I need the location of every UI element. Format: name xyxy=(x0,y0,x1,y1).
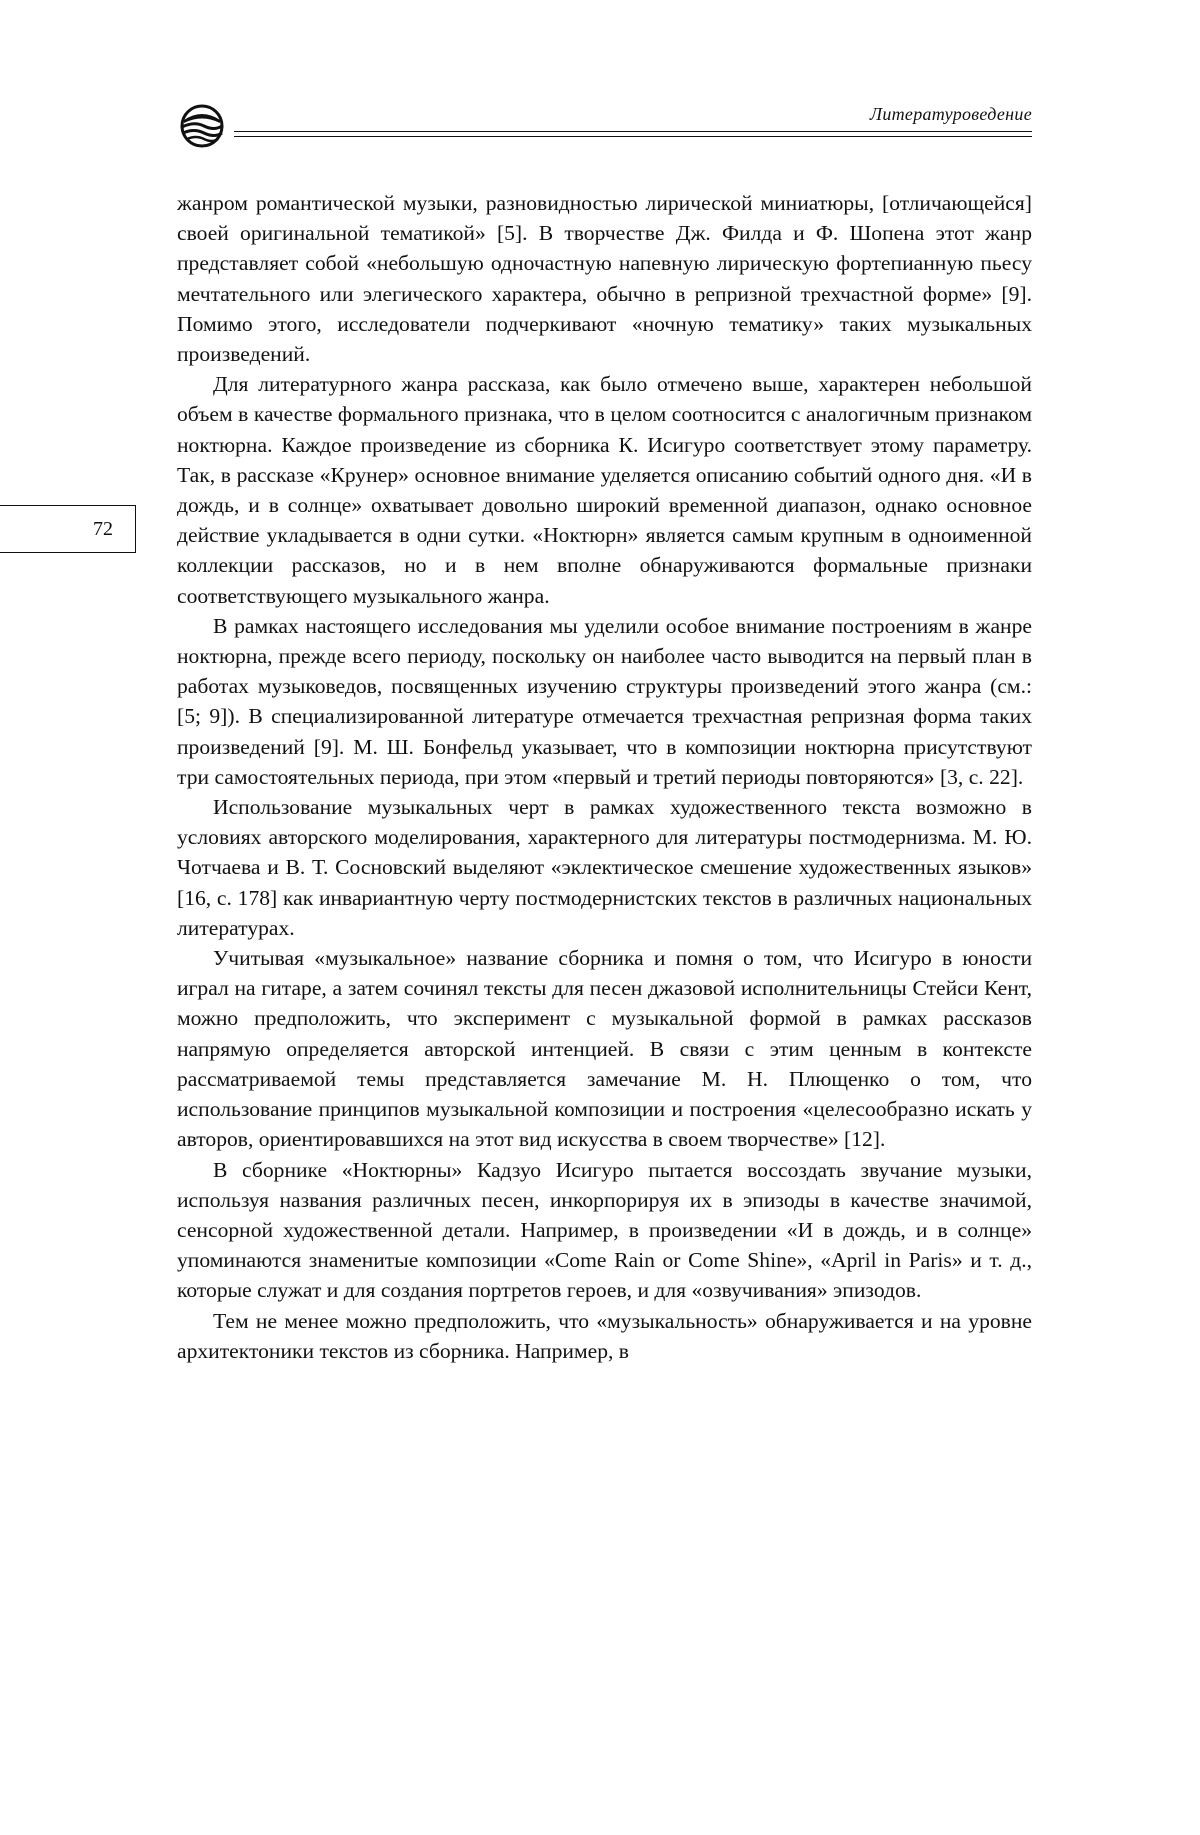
article-body xyxy=(177,188,1032,1366)
page-header xyxy=(174,98,1032,150)
paragraph: В рамках настоящего исследования мы уделили особое внимание построениям в жанре ноктюрна, прежде всего периоду, поскольку он наиболее часто выводится на первый план в работах музыковедов, посвященных изучению структуры произведений этого жанра (см.: [5; 9]). В специализированной литературе отмечается трехчастная репризная форма таких произведений [9]. М. Ш. Бонфельд указывает, что в композиции ноктюрна присутствуют три самостоятельных периода, при этом «первый и третий периоды повторяются» [3, с. 22]. xyxy=(177,613,1032,789)
page-number-tab xyxy=(0,505,136,553)
paragraph: Для литературного жанра рассказа, как было отмечено выше, характерен небольшой объем в качестве формального признака, что в целом соотносится с аналогичным признаком ноктюрна. Каждое произведение из сборника К. Исигуро соответствует этому параметру. Так, в рассказе «Крунер» основное внимание уделяется описанию событий одного дня. «И в дождь, и в солнце» охватывает довольно широкий временной диапазон, однако основное действие укладывается в одни сутки. «Ноктюрн» является самым крупным в одноименной коллекции рассказов, но и в нем вполне обнаруживаются формальные признаки соответствующего музыкального жанра. xyxy=(177,372,1032,608)
page-number: 72 xyxy=(93,518,113,540)
paragraph: Использование музыкальных черт в рамках художественного текста возможно в условиях авторского моделирования, характерного для литературы постмодернизма. М. Ю. Чотчаева и В. Т. Сосновский выделяют «эклектическое смешение художественных языков» [16, с. 178] как инвариантную черту постмодернистских текстов в различных национальных литературах. xyxy=(177,795,1032,940)
paragraph: жанром романтической музыки, разновидностью лирической миниатюры, [отличающейся] своей оригинальной тематикой» [5]. В творчестве Дж. Филда и Ф. Шопена этот жанр представляет собой «небольшую одночастную напевную лирическую фортепианную пьесу мечтательного или элегического характера, обычно в репризной трехчастной форме» [9]. Помимо этого, исследователи подчеркивают «ночную тематику» таких музыкальных произведений. xyxy=(177,191,1032,367)
header-rule xyxy=(234,131,1032,132)
paragraph: В сборнике «Ноктюрны» Кадзуо Исигуро пытается воссоздать звучание музыки, используя названия различных песен, инкорпорируя их в эпизоды в качестве значимой, сенсорной художественной детали. Например, в произведении «И в дождь, и в солнце» упоминаются знаменитые композиции «Come Rain or Come Shine», «April in Paris» и т. д., которые служат и для создания портретов героев, и для «озвучивания» эпизодов. xyxy=(177,1157,1032,1303)
publisher-logo-icon xyxy=(174,104,234,148)
paragraph: Учитывая «музыкальное» название сборника и помня о том, что Исигуро в юности играл на гитаре, а затем сочинял тексты для песен джазовой исполнительницы Стейси Кент, можно предположить, что эксперимент с музыкальной формой в рамках рассказов напрямую определяется авторской интенцией. В связи с этим ценным в контексте рассматриваемой темы представляется замечание М. Н. Плющенко о том, что использование принципов музыкальной композиции и построения «целесообразно искать у авторов, ориентировавшихся на этот вид искусства в своем творчестве» [12]. xyxy=(177,946,1032,1152)
header-rule xyxy=(234,136,1032,137)
paragraph: Тем не менее можно предположить, что «музыкальность» обнаруживается и на уровне архитектоники текстов из сборника. Например, в xyxy=(177,1308,1032,1363)
running-title: Литературоведение xyxy=(869,104,1032,124)
